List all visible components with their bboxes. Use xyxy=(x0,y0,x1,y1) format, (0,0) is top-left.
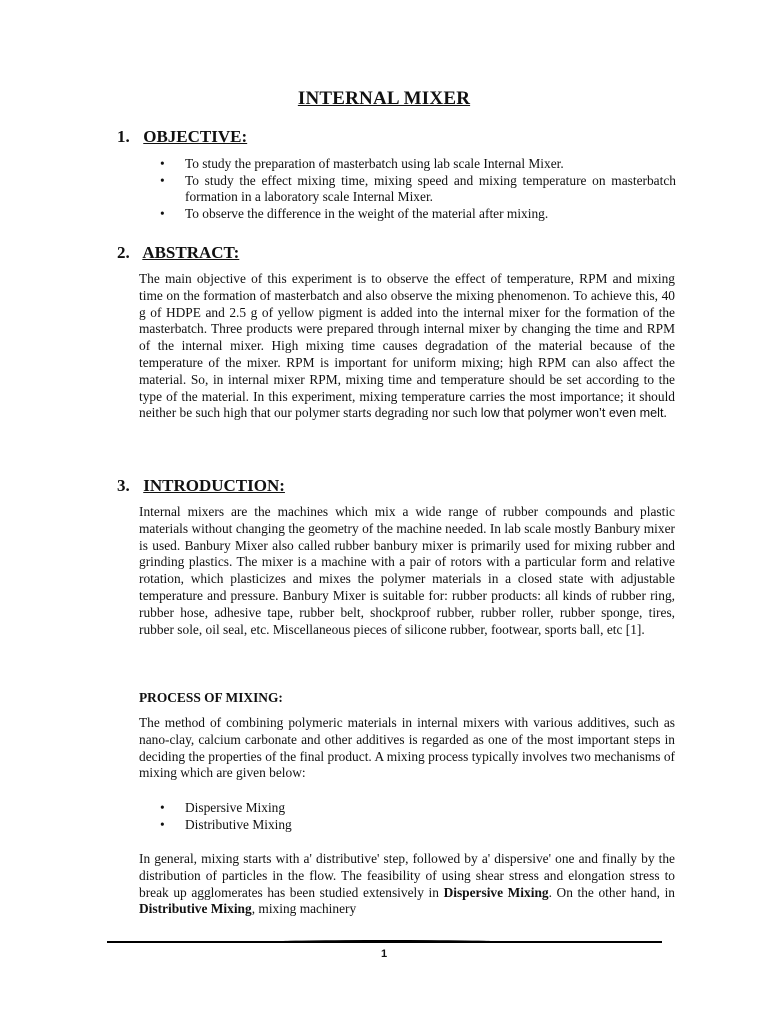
closing-text: In general, mixing starts with a' distributive' step, followed by a' dispersive' one and finally by the distribution of particles in the flow. The feasibility of using shear stress and elongation stress to break up agglomerates has been studied extensively in xyxy=(139,851,675,900)
closing-paragraph xyxy=(139,851,675,918)
section-title: ABSTRACT: xyxy=(142,243,240,262)
process-paragraph: The method of combining polymeric materials in internal mixers with various additives, such as nano-clay, calcium carbonate and other additives is regarded as one of the most important steps in deciding the properties of the final product. A mixing process typically involves two mechanisms of mixing which are given below: xyxy=(139,715,675,781)
section-number: 2. xyxy=(117,243,130,262)
closing-text: , mixing machinery xyxy=(251,901,357,917)
abstract-text: The main objective of this experiment is to observe the effect of temperature, RPM and mixing time on the formation of masterbatch and also observe the mixing phenomenon. To achieve this, 40 g of HDPE and 2.5 g of yellow pigment is added into the internal mixer for the formation of the masterbatch. Three products were prepared through internal mixer by changing the time and RPM of the internal mixer. High mixing time causes degradation of the material because of the temperature of the mixer. RPM is important for uniform mixing; high RPM can also affect the material. So, in internal mixer RPM, mixing time and temperature should be set according to the type of the material. In this experiment, mixing temperature carries the most importance; it should neither be such high that our polymer starts degrading nor such xyxy=(139,271,675,421)
section-heading-abstract xyxy=(117,243,239,263)
section-title: OBJECTIVE: xyxy=(143,127,248,146)
closing-bold-term: Dispersive Mixing xyxy=(443,884,549,900)
objective-list xyxy=(160,156,676,222)
list-item: • Distributive Mixing xyxy=(160,817,676,834)
list-item: • Dispersive Mixing xyxy=(160,800,676,817)
process-subheading: PROCESS OF MIXING: xyxy=(139,690,283,705)
mixing-list xyxy=(160,800,676,833)
list-item: • To observe the difference in the weight of the material after mixing. xyxy=(160,206,676,223)
abstract-tail: low that polymer won’t even melt xyxy=(480,406,664,421)
abstract-end: . xyxy=(663,405,667,421)
page-number: 1 xyxy=(380,948,388,960)
introduction-paragraph: Internal mixers are the machines which mix a wide range of rubber compounds and plastic materials without changing the geometry of the machine needed. In lab scale mostly Banbury mixer is used. Banbury Mixer also called rubber banbury mixer is primarily used for mixing rubber and grinding plastics. The mixer is a machine with a pair of rotors with a particular form and relative rotation, which plasticizes and mixes the polymer materials in a closed state with adjustable temperature and pressure. Banbury Mixer is suitable for: rubber products: all kinds of rubber ring, rubber hose, adhesive tape, rubber belt, shockproof rubber, rubber roller, rubber sponge, tires, rubber sole, oil seal, etc. Miscellaneous pieces of silicone rubber, footwear, sports ball, etc [1]. xyxy=(139,504,675,637)
list-item: • To study the effect mixing time, mixing speed and mixing temperature on masterbatch formation in a laboratory scale Internal Mixer. xyxy=(160,173,676,206)
closing-text: . On the other hand, in xyxy=(548,884,675,900)
abstract-paragraph xyxy=(139,271,675,422)
closing-bold-term: Distributive Mixing xyxy=(139,901,252,917)
section-number: 3. xyxy=(117,476,130,495)
document-title: INTERNAL MIXER xyxy=(297,88,471,109)
section-heading-introduction xyxy=(117,476,285,496)
footer-rule xyxy=(107,941,662,943)
section-title: INTRODUCTION: xyxy=(143,476,285,495)
section-heading-objective xyxy=(117,127,247,147)
list-item: • To study the preparation of masterbatch using lab scale Internal Mixer. xyxy=(160,156,676,173)
section-number: 1. xyxy=(117,127,130,146)
